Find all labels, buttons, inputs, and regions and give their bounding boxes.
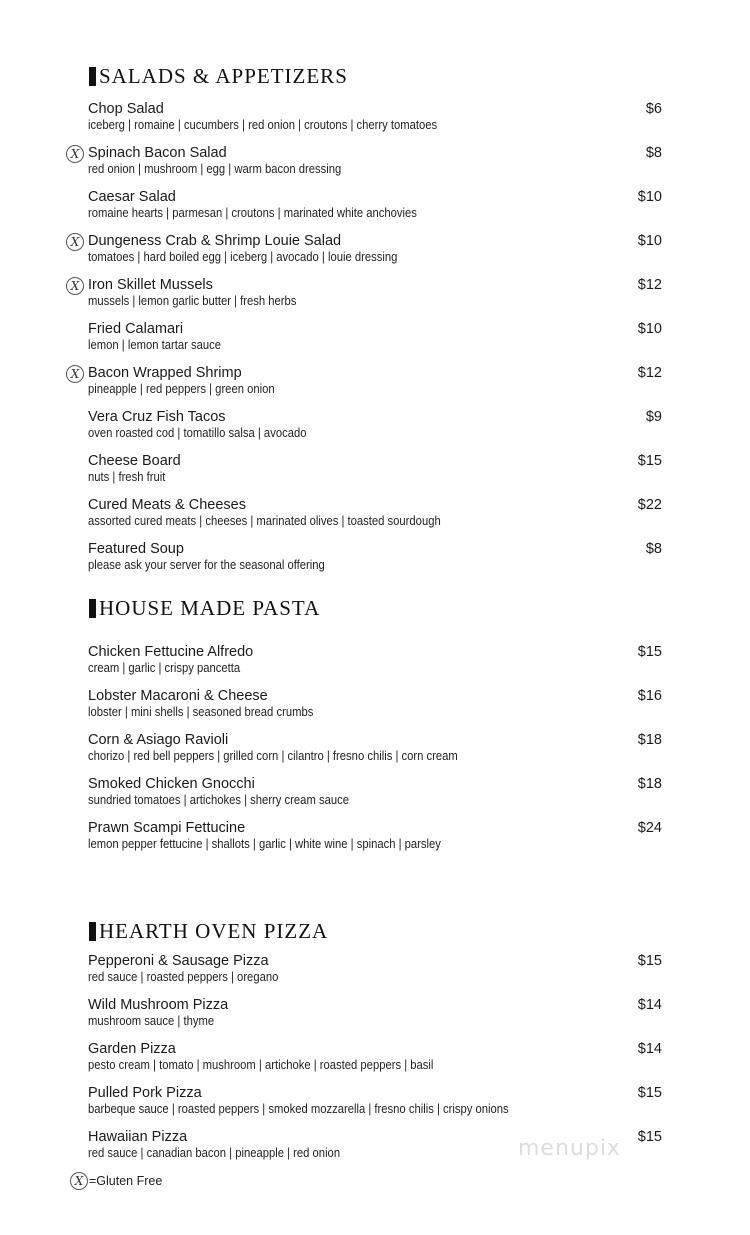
menu-item	[88, 732, 662, 768]
menu-item	[88, 776, 662, 812]
menu-item	[88, 820, 662, 856]
menu-item	[88, 497, 662, 533]
menu-item	[88, 1085, 662, 1121]
section-title-text: SALADS & APPETIZERS	[99, 64, 348, 88]
section-title-pizza	[89, 919, 328, 944]
item-description: red sauce | roasted peppers | oregano	[88, 970, 279, 984]
menupix-watermark: menupix	[518, 1136, 621, 1161]
item-name: Pepperoni & Sausage Pizza	[88, 953, 269, 969]
item-description: assorted cured meats | cheeses | marinated olives | toasted sourdough	[88, 514, 441, 528]
section-bar	[89, 67, 96, 86]
item-price: $10	[637, 233, 662, 249]
item-description: iceberg | romaine | cucumbers | red onion | croutons | cherry tomatoes	[88, 118, 438, 132]
menu-item	[88, 321, 662, 357]
item-name: Prawn Scampi Fettucine	[88, 820, 246, 836]
item-name: Wild Mushroom Pizza	[88, 997, 229, 1013]
section-title-pasta	[89, 596, 320, 621]
legend-text: =Gluten Free	[89, 1174, 163, 1188]
item-name: Dungeness Crab & Shrimp Louie Salad	[88, 233, 342, 249]
item-name: Lobster Macaroni & Cheese	[88, 688, 268, 704]
menu-item	[88, 453, 662, 489]
item-description: mussels | lemon garlic butter | fresh herbs	[88, 294, 297, 308]
gluten-free-icon: X	[66, 365, 84, 383]
item-description: chorizo | red bell peppers | grilled corn | cilantro | fresno chilis | corn cream	[88, 749, 458, 763]
item-price: $16	[637, 688, 662, 704]
item-name: Vera Cruz Fish Tacos	[88, 409, 226, 425]
item-price: $18	[637, 776, 662, 792]
gluten-free-icon: X	[70, 1172, 88, 1190]
menu-item	[70, 145, 662, 181]
item-description: sundried tomatoes | artichokes | sherry cream sauce	[88, 793, 349, 807]
item-name: Featured Soup	[88, 541, 184, 557]
item-price: $10	[637, 189, 662, 205]
item-price: $15	[637, 644, 662, 660]
item-description: barbeque sauce | roasted peppers | smoked mozzarella | fresno chilis | crispy onions	[88, 1102, 509, 1116]
item-name: Hawaiian Pizza	[88, 1129, 188, 1145]
menu-item	[88, 997, 662, 1033]
item-description: lemon | lemon tartar sauce	[88, 338, 221, 352]
menu-item	[88, 409, 662, 445]
item-price: $15	[637, 1129, 662, 1145]
item-name: Caesar Salad	[88, 189, 176, 205]
gluten-free-icon: X	[66, 233, 84, 251]
item-name: Smoked Chicken Gnocchi	[88, 776, 255, 792]
item-description: lobster | mini shells | seasoned bread crumbs	[88, 705, 314, 719]
gluten-free-icon: X	[66, 277, 84, 295]
item-description: cream | garlic | crispy pancetta	[88, 661, 241, 675]
item-price: $15	[637, 953, 662, 969]
item-description: mushroom sauce | thyme	[88, 1014, 215, 1028]
item-name: Corn & Asiago Ravioli	[88, 732, 229, 748]
menu-item	[88, 189, 662, 225]
item-price: $15	[637, 453, 662, 469]
item-price: $22	[637, 497, 662, 513]
menu-item	[88, 1041, 662, 1077]
item-price: $8	[645, 541, 662, 557]
item-name: Cured Meats & Cheeses	[88, 497, 246, 513]
item-name: Bacon Wrapped Shrimp	[88, 365, 242, 381]
section-title-text: HEARTH OVEN PIZZA	[99, 919, 329, 943]
item-description: red sauce | canadian bacon | pineapple | red onion	[88, 1146, 341, 1160]
item-price: $8	[645, 145, 662, 161]
item-price: $10	[637, 321, 662, 337]
section-bar	[89, 922, 96, 941]
item-name: Spinach Bacon Salad	[88, 145, 227, 161]
menu-item	[88, 953, 662, 989]
item-price: $15	[637, 1085, 662, 1101]
item-description: red onion | mushroom | egg | warm bacon dressing	[88, 162, 342, 176]
item-price: $24	[637, 820, 662, 836]
item-price: $14	[637, 1041, 662, 1057]
item-name: Cheese Board	[88, 453, 181, 469]
item-price: $9	[645, 409, 662, 425]
item-name: Fried Calamari	[88, 321, 184, 337]
item-description: tomatoes | hard boiled egg | iceberg | avocado | louie dressing	[88, 250, 398, 264]
section-title-salads	[89, 64, 348, 89]
menu-item	[88, 644, 662, 680]
item-name: Chicken Fettucine Alfredo	[88, 644, 254, 660]
item-name: Garden Pizza	[88, 1041, 176, 1057]
menu-item	[70, 233, 662, 269]
item-price: $12	[637, 365, 662, 381]
item-description: pineapple | red peppers | green onion	[88, 382, 275, 396]
menu-item	[88, 541, 662, 577]
menu-item	[88, 101, 662, 137]
item-name: Iron Skillet Mussels	[88, 277, 213, 293]
item-name: Pulled Pork Pizza	[88, 1085, 202, 1101]
menu-item	[70, 365, 662, 401]
gluten-free-legend	[70, 1172, 162, 1190]
gluten-free-icon: X	[66, 145, 84, 163]
item-price: $18	[637, 732, 662, 748]
item-price: $12	[637, 277, 662, 293]
section-bar	[89, 599, 96, 618]
section-title-text: HOUSE MADE PASTA	[99, 596, 321, 620]
item-description: oven roasted cod | tomatillo salsa | avocado	[88, 426, 307, 440]
item-description: please ask your server for the seasonal offering	[88, 558, 325, 572]
menu-item	[70, 277, 662, 313]
item-price: $14	[637, 997, 662, 1013]
menu-item	[88, 688, 662, 724]
item-name: Chop Salad	[88, 101, 164, 117]
item-description: lemon pepper fettucine | shallots | garlic | white wine | spinach | parsley	[88, 837, 441, 851]
item-description: romaine hearts | parmesan | croutons | marinated white anchovies	[88, 206, 417, 220]
item-price: $6	[645, 101, 662, 117]
item-description: nuts | fresh fruit	[88, 470, 166, 484]
item-description: pesto cream | tomato | mushroom | artichoke | roasted peppers | basil	[88, 1058, 434, 1072]
